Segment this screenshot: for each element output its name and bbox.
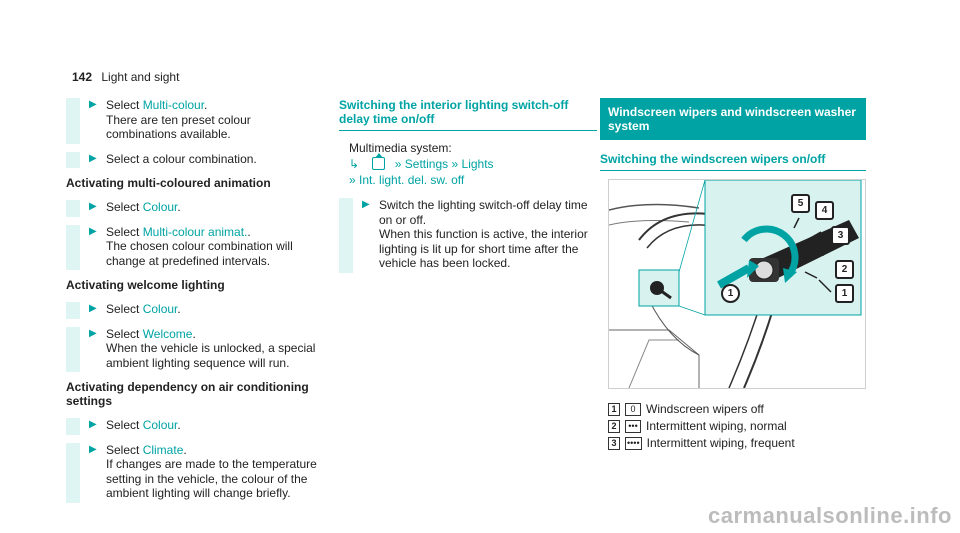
legend-number: 2 [608,420,620,433]
step-text: Select Multi-colour. [106,98,208,112]
step-text: Select Colour. [106,418,181,432]
legend-symbol: ••• [625,420,641,433]
figure-callout: 1 [835,284,854,303]
figure-callout: 2 [835,260,854,279]
step-text: Select a colour combination. [106,151,257,166]
path-int-light: Int. light. del. sw. off [359,173,465,187]
figure-callout: 4 [815,201,834,220]
step-item [66,302,324,317]
menu-option-link: Multi-colour animat. [142,224,248,239]
legend-item [608,401,866,417]
menu-option-link: Welcome [142,326,193,341]
heading-multicolour-animation: Activating multi-coloured animation [66,176,271,190]
figure-callout: 5 [791,194,810,213]
left-column [66,98,324,511]
step-description: The chosen colour combination will change at predefined intervals. [106,239,293,268]
step-item [66,200,324,215]
figure-callout: 3 [831,226,850,245]
step-arrow-icon: ▶ [89,327,97,339]
step-text: Select Multi-colour animat.. [106,224,251,239]
step-item [66,225,324,269]
step-arrow-icon: ▶ [89,443,97,455]
menu-option-link: Colour [142,302,178,316]
double-chevron-icon: » [349,173,356,187]
wiper-illustration [608,179,866,389]
legend-number: 3 [608,437,620,450]
step-arrow-icon: ▶ [89,99,97,110]
right-column [600,98,866,452]
section-title-wipers: Switching the windscreen wipers on/off [600,152,866,171]
legend-text: Windscreen wipers off [646,402,764,416]
step-description: When this function is active, the interior lighting is lit up for short time after the vehicle has been locked. [379,227,588,270]
menu-path-line-1 [339,156,597,172]
legend-item [608,418,866,434]
legend-item [608,435,866,451]
legend-text: Intermittent wiping, normal [646,419,787,433]
step-text: Select Colour. [106,302,181,316]
menu-option-link: Colour [142,200,178,214]
step-arrow-icon: ▶ [89,303,97,314]
step-description: There are ten preset colour combinations available. [106,112,251,141]
menu-path-line-2 [339,172,597,188]
page-number: 142 [72,70,93,84]
path-settings: Settings [404,157,449,171]
middle-column [339,98,597,281]
step-text: Switch the lighting switch-off delay time on or off. [379,198,588,227]
section-title-interior-lighting: Switching the interior lighting switch-off delay time on/off [339,98,597,131]
step-switch-delay [339,198,597,271]
menu-option-link: Climate [142,442,184,457]
step-item [66,443,324,501]
step-item [66,98,324,142]
step-item [66,152,324,167]
double-chevron-icon: » [451,157,459,171]
home-icon [372,157,385,170]
heading-air-conditioning: Activating dependency on air conditioning settings [66,380,309,408]
double-chevron-icon: » [394,157,402,171]
section-name: Light and sight [101,70,180,84]
step-item [66,327,324,371]
path-arrow-icon: ↳ [349,157,360,171]
path-lights: Lights [461,157,494,171]
intro-text: Multimedia system: [349,141,452,155]
page-header [72,70,179,84]
step-text: Select Welcome. [106,326,196,341]
step-arrow-icon: ▶ [89,152,97,164]
step-arrow-icon: ▶ [89,225,97,237]
watermark: carmanualsonline.info [708,503,952,528]
legend-symbol: 0 [625,403,641,416]
legend-number: 1 [608,403,620,416]
step-description: When the vehicle is unlocked, a special ambient lighting sequence will run. [106,341,316,370]
figure-callout: 1 [721,284,740,303]
legend [608,401,866,451]
section-banner: Windscreen wipers and windscreen washer system [600,98,866,140]
step-text: Select Climate. [106,442,187,457]
step-text: Select Colour. [106,200,181,214]
step-description: If changes are made to the temperature setting in the vehicle, the colour of the ambient lighting will change briefly. [106,457,317,500]
step-item [66,418,324,433]
legend-symbol: •••• [627,437,640,448]
step-arrow-icon: ▶ [362,199,370,210]
legend-text: Intermittent wiping, frequent [646,436,795,450]
menu-option-link: Colour [142,418,178,432]
menu-option-link: Multi-colour [142,98,205,112]
step-arrow-icon: ▶ [89,419,97,430]
step-arrow-icon: ▶ [89,201,97,212]
heading-welcome-lighting: Activating welcome lighting [66,278,225,292]
